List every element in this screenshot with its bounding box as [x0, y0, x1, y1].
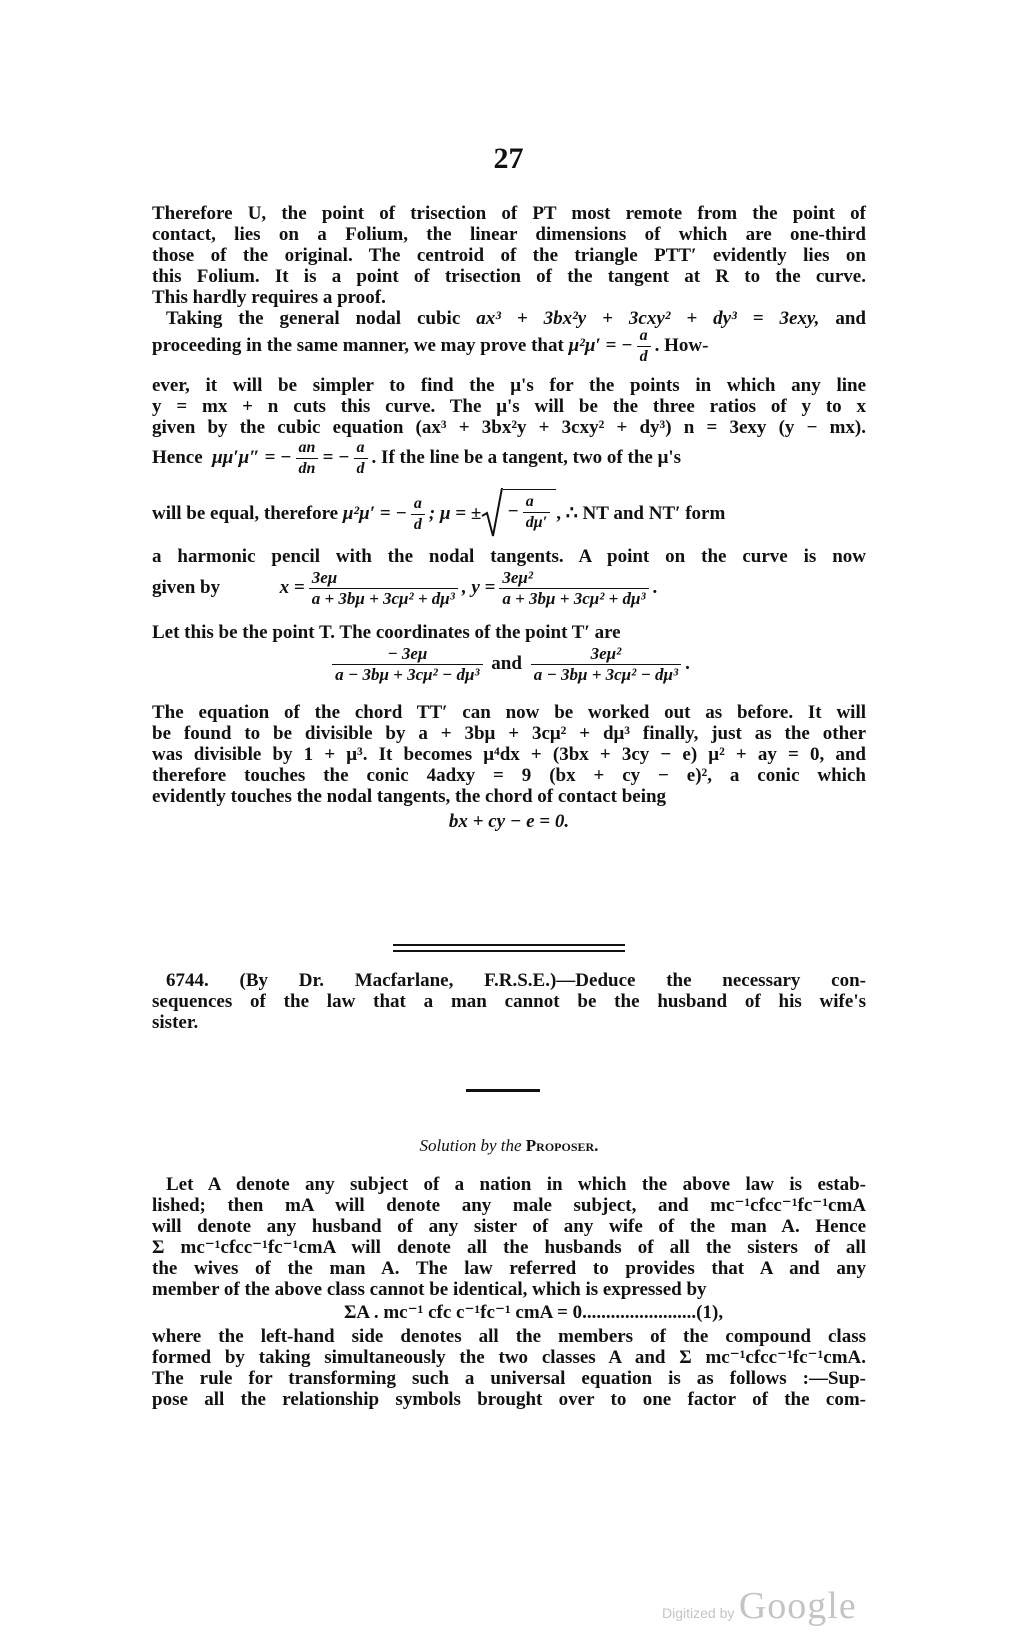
text-span: given by [152, 576, 221, 598]
text-line: was divisible by 1 + μ³. It becomes μ⁴dx + (3bx + 3cy − e) μ² + ay = 0, and [152, 744, 866, 765]
text-line: formed by taking simultaneously the two classes A and Σ mc⁻¹cfcc⁻¹fc⁻¹cmA. [152, 1347, 866, 1368]
text-span: proceeding in the same manner, we may prove that [152, 334, 564, 356]
fraction [332, 644, 482, 685]
text-line: member of the above class cannot be identical, which is expressed by [152, 1279, 707, 1300]
denominator: a − 3bμ + 3cμ² − dμ³ [332, 664, 482, 685]
math-expr: x = [279, 576, 305, 598]
text-line-proceeding [152, 326, 866, 367]
text-line: y = mx + n cuts this curve. The μ's will be the three ratios of y to x [152, 396, 866, 417]
heading-italic: Solution by the [419, 1136, 522, 1155]
numerator: a [525, 492, 534, 510]
coordinates-line [152, 644, 866, 685]
text-line: given by the cubic equation (ax³ + 3bx²y + 3cxy² + dy³) n = 3exy (y − mx). [152, 417, 866, 438]
square-root [481, 486, 503, 543]
math-expr: μμ′μ″ = − [212, 446, 292, 468]
numerator: 3eμ² [590, 644, 622, 663]
numerator: a [639, 327, 648, 344]
denominator: d [637, 346, 651, 367]
watermark-logo: Google [738, 1585, 857, 1627]
text-span: Taking the general nodal cubic [166, 308, 461, 329]
text-line: this Folium. It is a point of trisection of the tangent at R to the curve. [152, 266, 866, 287]
denominator: dn [296, 458, 319, 479]
numerator: an [298, 439, 316, 456]
fraction [309, 568, 458, 609]
radicand [503, 489, 556, 533]
text-span: and [835, 308, 866, 329]
fraction [531, 644, 681, 685]
text-span: will be equal, therefore [152, 502, 339, 524]
denominator: d [411, 514, 425, 535]
text-span: and [491, 652, 522, 674]
solution-heading [152, 1136, 866, 1156]
text-line: those of the original. The centroid of the triangle PTT′ evidently lies on [152, 245, 866, 266]
chord-equation: bx + cy − e = 0. [448, 811, 570, 832]
fraction [637, 326, 651, 367]
text-line: be found to be divisible by a + 3bμ + 3cμ² + dμ³ finally, just as the other [152, 723, 866, 744]
text-line: The equation of the chord TT′ can now be worked out as before. It will [152, 702, 866, 723]
question-line: sister. [152, 1012, 199, 1033]
math-expr: − [507, 500, 519, 522]
math-expr: μ²μ′ = − [568, 334, 633, 356]
question-line: 6744. (By Dr. Macfarlane, F.R.S.E.)—Deduce the necessary con- [166, 970, 866, 991]
fraction [499, 568, 648, 609]
fraction [523, 492, 550, 533]
text-line-equal [152, 486, 866, 543]
text-line: Let A denote any subject of a nation in which the above law is estab- [166, 1174, 866, 1195]
numerator: − 3eμ [387, 644, 428, 663]
denominator: a + 3bμ + 3cμ² + dμ³ [309, 588, 458, 609]
fraction [354, 438, 368, 479]
text-line: lished; then mA will denote any male subject, and mc⁻¹cfcc⁻¹fc⁻¹cmA [152, 1195, 866, 1216]
watermark-small: Digitized by [662, 1605, 735, 1621]
text-line: contact, lies on a Folium, the linear dimensions of which are one-third [152, 224, 866, 245]
cubic-equation: ax³ + 3bx²y + 3cxy² + dy³ = 3exy, [476, 308, 820, 329]
text-line-given [152, 568, 866, 609]
fraction [411, 494, 425, 535]
heading-caps: Proposer. [525, 1136, 599, 1155]
text-line: a harmonic pencil with the nodal tangents. A point on the curve is now [152, 546, 866, 567]
numerator: a [413, 495, 422, 512]
text-line: Σ mc⁻¹cfcc⁻¹fc⁻¹cmA will denote all the husbands of all the sisters of all [152, 1237, 866, 1258]
denominator: a − 3bμ + 3cμ² − dμ³ [531, 664, 681, 685]
short-divider [466, 1089, 540, 1092]
text-line: Let this be the point T. The coordinates of the point T′ are [152, 622, 621, 643]
text-line: evidently touches the nodal tangents, the chord of contact being [152, 786, 667, 807]
text-span: , ∴ NT and NT′ form [556, 502, 726, 524]
question-line: sequences of the law that a man cannot be the husband of his wife's [152, 991, 866, 1012]
denominator: dμ′ [523, 512, 550, 533]
math-expr: ; μ = ± [428, 502, 482, 524]
text-line: The rule for transforming such a universal equation is as follows :—Sup- [152, 1368, 866, 1389]
text-line-hence [152, 438, 866, 479]
text-span: . [685, 652, 690, 674]
numerator: 3eμ² [502, 568, 533, 587]
text-span: . How- [654, 334, 709, 356]
text-line: will denote any husband of any sister of any wife of the man A. Hence [152, 1216, 866, 1237]
text-line: ever, it will be simpler to find the μ's for the points in which any line [152, 375, 866, 396]
denominator: d [354, 458, 368, 479]
equation-1: ΣA . mc⁻¹ cfc c⁻¹fc⁻¹ cmA = 0........................(1), [344, 1302, 724, 1323]
math-expr: , y = [461, 576, 496, 598]
math-expr: = − [322, 446, 350, 468]
numerator: 3eμ [311, 568, 338, 587]
math-expr: μ²μ′ = − [342, 502, 407, 524]
divider-rule [393, 944, 625, 946]
text-span: . [652, 576, 658, 598]
page-number: 27 [493, 142, 524, 175]
denominator: a + 3bμ + 3cμ² + dμ³ [499, 588, 648, 609]
radical-sign-icon [481, 486, 503, 538]
fraction [296, 438, 319, 479]
text-line: where the left-hand side denotes all the members of the compound class [152, 1326, 866, 1347]
digitized-watermark [662, 1584, 857, 1628]
text-span: . If the line be a tangent, two of the μ's [371, 446, 682, 468]
divider-rule [393, 950, 625, 952]
numerator: a [356, 439, 365, 456]
text-line: therefore touches the conic 4adxy = 9 (bx + cy − e)², a conic which [152, 765, 866, 786]
text-span: Hence [152, 446, 203, 468]
text-line: pose all the relationship symbols brought over to one factor of the com- [152, 1389, 866, 1410]
text-line: This hardly requires a proof. [152, 287, 386, 308]
text-line: Therefore U, the point of trisection of PT most remote from the point of [152, 203, 866, 224]
text-line: the wives of the man A. The law referred to provides that A and any [152, 1258, 866, 1279]
